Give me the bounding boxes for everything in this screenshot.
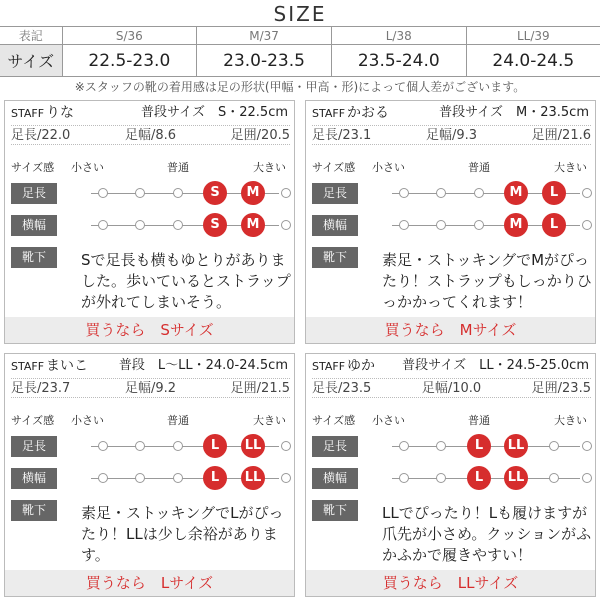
recommendation: 買うなら Mサイズ (306, 317, 595, 343)
level-large: 大きい (554, 414, 587, 427)
scale-dot (436, 220, 446, 230)
size-table-row (0, 45, 600, 77)
scale-dot (173, 441, 183, 451)
row-label-length: 足長 (11, 183, 57, 204)
row-label-length: 足長 (312, 183, 358, 204)
scale-dot (399, 473, 409, 483)
header-cell: LL/39 (466, 27, 600, 45)
recommendation: 買うなら Lサイズ (5, 570, 294, 596)
level-large: 大きい (554, 161, 587, 174)
scale-dot (135, 473, 145, 483)
size-cell: 23.5-24.0 (331, 45, 466, 77)
usual-size: 普段サイズ LL・24.5-25.0cm (402, 358, 589, 373)
scale-dot (399, 441, 409, 451)
staff-tag: STAFF (312, 107, 346, 120)
width-scale (91, 466, 279, 490)
staff-comment: Sで足長も横もゆとりがありました。歩いているとストラップが外れてしまいそう。 (81, 251, 291, 311)
staff-name: かおる (347, 105, 390, 121)
size-table-header (0, 27, 600, 45)
staff-tag: STAFF (312, 360, 346, 373)
staff-comment: 素足・ストッキングでLがぴったり！LLは少し余裕があります。 (81, 504, 284, 564)
staff-header (312, 105, 589, 122)
foot-girth: 足囲/21.6 (531, 128, 591, 143)
length-scale (392, 181, 580, 205)
size-marker: LL (504, 434, 528, 458)
row-label-socks: 靴下 (11, 247, 57, 268)
staff-tag: STAFF (11, 360, 45, 373)
foot-length: 足長/22.0 (11, 128, 71, 143)
size-marker: L (467, 466, 491, 490)
level-normal: 普通 (468, 161, 490, 174)
size-cell: 22.5-23.0 (62, 45, 197, 77)
row-label-length: 足長 (312, 436, 358, 457)
staff-name: まいこ (46, 358, 89, 374)
scale-dot (98, 188, 108, 198)
header-cell: 表記 (0, 27, 62, 45)
size-marker: L (203, 434, 227, 458)
usual-size: 普段サイズ M・23.5cm (439, 105, 589, 120)
staff-header (11, 358, 288, 375)
row-label: サイズ (0, 45, 62, 77)
scale-dot (582, 220, 592, 230)
foot-girth: 足囲/23.5 (531, 381, 591, 396)
staff-name: りな (46, 105, 75, 121)
scale-dot (281, 441, 291, 451)
size-marker: LL (241, 466, 265, 490)
scale-dot (98, 441, 108, 451)
scale-dot (135, 441, 145, 451)
foot-measurements (11, 125, 290, 145)
recommendation: 買うなら Sサイズ (5, 317, 294, 343)
size-marker: M (241, 213, 265, 237)
level-heading: サイズ感 (312, 161, 356, 174)
length-scale (91, 434, 279, 458)
level-heading: サイズ感 (312, 414, 356, 427)
row-label-length: 足長 (11, 436, 57, 457)
scale-dot (582, 441, 592, 451)
header-cell: S/36 (62, 27, 197, 45)
scale-dot (173, 220, 183, 230)
staff-header (11, 105, 288, 122)
level-large: 大きい (253, 414, 286, 427)
scale-dot (281, 473, 291, 483)
width-scale (392, 213, 580, 237)
level-small: 小さい (372, 161, 405, 174)
scale-dot (98, 473, 108, 483)
scale-dot (549, 441, 559, 451)
level-small: 小さい (71, 414, 104, 427)
size-marker: S (203, 181, 227, 205)
scale-dot (281, 220, 291, 230)
row-label-socks: 靴下 (11, 500, 57, 521)
staff-comment: LLでぴったり！Lも履けますが爪先が小さめ。クッションがふかふかで履きやすい！ (382, 504, 592, 564)
size-marker: L (542, 181, 566, 205)
staff-card (305, 100, 596, 344)
scale-dot (399, 220, 409, 230)
level-small: 小さい (71, 161, 104, 174)
size-cell: 24.0-24.5 (466, 45, 600, 77)
size-marker: M (241, 181, 265, 205)
scale-dot (399, 188, 409, 198)
foot-measurements (312, 378, 591, 398)
scale-dot (549, 473, 559, 483)
size-marker: L (203, 466, 227, 490)
row-label-width: 横幅 (312, 468, 358, 489)
header-cell: L/38 (331, 27, 466, 45)
scale-dot (135, 188, 145, 198)
scale-dot (173, 188, 183, 198)
level-normal: 普通 (167, 414, 189, 427)
foot-width: 足幅/8.6 (124, 128, 177, 143)
size-table (0, 26, 600, 77)
scale-dot (436, 473, 446, 483)
size-marker: L (542, 213, 566, 237)
level-heading: サイズ感 (11, 161, 55, 174)
length-scale (91, 181, 279, 205)
staff-tag: STAFF (11, 107, 45, 120)
level-normal: 普通 (167, 161, 189, 174)
row-label-width: 横幅 (312, 215, 358, 236)
staff-name: ゆか (347, 358, 376, 374)
usual-size: 普段 L〜LL・24.0-24.5cm (118, 358, 288, 373)
scale-dot (135, 220, 145, 230)
foot-length: 足長/23.7 (11, 381, 71, 396)
foot-measurements (312, 125, 591, 145)
level-large: 大きい (253, 161, 286, 174)
foot-width: 足幅/9.3 (425, 128, 478, 143)
width-scale (392, 466, 580, 490)
recommendation: 買うなら LLサイズ (306, 570, 595, 596)
scale-dot (98, 220, 108, 230)
scale-dot (436, 188, 446, 198)
foot-length: 足長/23.5 (312, 381, 372, 396)
foot-girth: 足囲/20.5 (230, 128, 290, 143)
scale-dot (582, 188, 592, 198)
usual-size: 普段サイズ S・22.5cm (141, 105, 288, 120)
row-label-width: 横幅 (11, 468, 57, 489)
foot-width: 足幅/9.2 (124, 381, 177, 396)
scale-dot (173, 473, 183, 483)
staff-card (4, 100, 295, 344)
size-marker: M (504, 181, 528, 205)
scale-dot (474, 220, 484, 230)
size-marker: LL (504, 466, 528, 490)
staff-header (312, 358, 589, 375)
staff-card (4, 353, 295, 597)
level-small: 小さい (372, 414, 405, 427)
header-cell: M/37 (197, 27, 332, 45)
foot-girth: 足囲/21.5 (230, 381, 290, 396)
staff-card (305, 353, 596, 597)
level-normal: 普通 (468, 414, 490, 427)
size-marker: LL (241, 434, 265, 458)
foot-length: 足長/23.1 (312, 128, 372, 143)
size-cell: 23.0-23.5 (197, 45, 332, 77)
row-label-socks: 靴下 (312, 247, 358, 268)
size-marker: M (504, 213, 528, 237)
size-marker: S (203, 213, 227, 237)
staff-comment: 素足・ストッキングでMがぴったり！ストラップもしっかりひっかかってくれます！ (382, 251, 592, 311)
row-label-width: 横幅 (11, 215, 57, 236)
scale-dot (436, 441, 446, 451)
row-label-socks: 靴下 (312, 500, 358, 521)
scale-dot (281, 188, 291, 198)
foot-measurements (11, 378, 290, 398)
level-heading: サイズ感 (11, 414, 55, 427)
foot-width: 足幅/10.0 (421, 381, 482, 396)
width-scale (91, 213, 279, 237)
length-scale (392, 434, 580, 458)
size-marker: L (467, 434, 491, 458)
fit-note: ※スタッフの靴の着用感は足の形状(甲幅・甲高・形)によって個人差がございます。 (74, 80, 526, 94)
page-title: SIZE (273, 2, 327, 26)
scale-dot (582, 473, 592, 483)
scale-dot (474, 188, 484, 198)
